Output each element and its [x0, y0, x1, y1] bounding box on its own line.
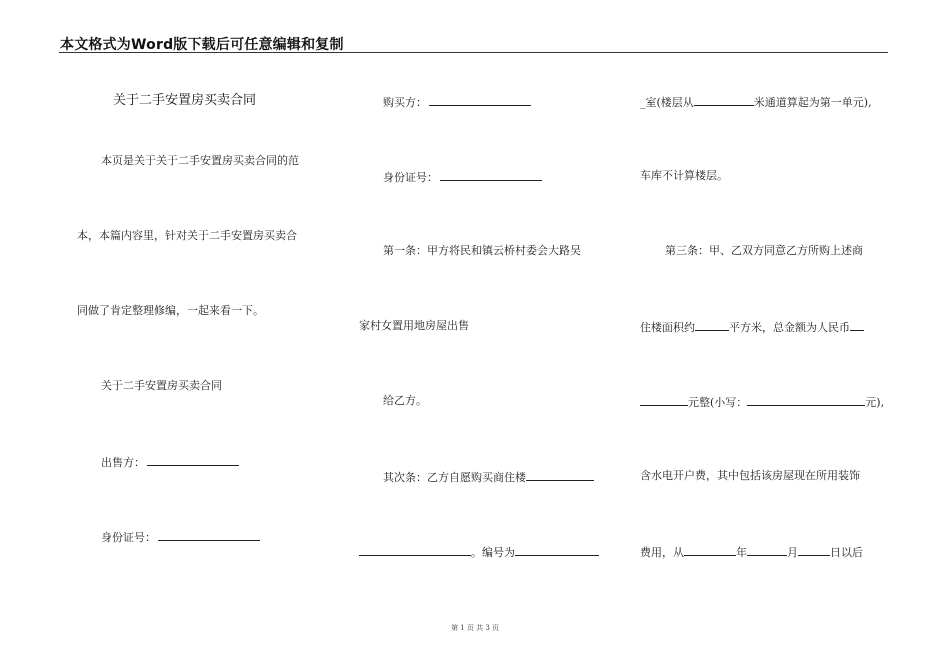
year-label: 年 — [736, 546, 747, 559]
day-blank — [798, 544, 830, 556]
header-divider — [59, 52, 888, 53]
price-line — [640, 394, 884, 410]
price-digits-blank — [747, 394, 865, 406]
price-text-post: 元), — [865, 396, 885, 409]
area-blank — [695, 319, 729, 331]
contract-title: 关于二手安置房买卖合同 — [113, 93, 257, 108]
date-text-post: 日以后 — [830, 546, 863, 559]
intro-line-3: 同做了肯定整理修编，一起来看一下。 — [77, 304, 264, 317]
article3-line-1: 第三条：甲、乙双方同意乙方所购上述商 — [665, 244, 863, 257]
buyer-id-field — [383, 169, 542, 185]
seller-id-blank — [158, 529, 260, 541]
number-blank — [515, 544, 599, 556]
seller-label: 出售方： — [101, 456, 145, 469]
price-blank-1 — [850, 319, 864, 331]
buyer-field — [383, 94, 531, 110]
article1-line-2: 家村女置用地房屋出售 — [359, 319, 469, 332]
floor-text-pre: _室(楼层从 — [640, 96, 694, 109]
area-text-pre: 住楼面积约 — [640, 321, 695, 334]
article1-line-3: 给乙方。 — [383, 394, 427, 407]
document-header: 本文格式为Word版下载后可任意编辑和复制 — [60, 37, 344, 53]
fees-line: 含水电开户费，其中包括该房屋现在所用装饰 — [640, 469, 860, 482]
contract-subtitle: 关于二手安置房买卖合同 — [101, 379, 222, 392]
article2-line-1 — [383, 469, 594, 485]
building-blank — [526, 469, 594, 481]
article2-text: 其次条：乙方自愿购买商住楼 — [383, 471, 526, 484]
number-label: 。编号为 — [471, 546, 515, 559]
month-blank — [747, 544, 787, 556]
floor-blank — [694, 94, 754, 106]
floor-line — [640, 94, 872, 110]
price-blank-2 — [640, 394, 688, 406]
article1-line-1: 第一条：甲方将民和镇云桥村委会大路吴 — [383, 244, 581, 257]
seller-id-field — [101, 529, 260, 545]
buyer-blank — [429, 94, 531, 106]
seller-field — [101, 454, 239, 470]
article2-line-2 — [359, 544, 599, 560]
month-label: 月 — [787, 546, 798, 559]
price-text-mid: 元整(小写： — [688, 396, 748, 409]
seller-blank — [147, 454, 239, 466]
date-line — [640, 544, 863, 560]
intro-line-2: 本，本篇内容里，针对关于二手安置房买卖合 — [77, 229, 297, 242]
buyer-id-label: 身份证号： — [383, 171, 438, 184]
seller-id-label: 身份证号： — [101, 531, 156, 544]
garage-line: 车库不计算楼层。 — [640, 169, 728, 182]
date-text-pre: 费用，从 — [640, 546, 684, 559]
floor-text-post: 米通道算起为第一单元), — [753, 96, 872, 109]
buyer-label: 购买方： — [383, 96, 427, 109]
area-text-mid: 平方米，总金额为人民币 — [729, 321, 850, 334]
buyer-id-blank — [440, 169, 542, 181]
intro-line-1: 本页是关于关于二手安置房买卖合同的范 — [101, 154, 299, 167]
area-line — [640, 319, 864, 335]
address-blank — [359, 544, 471, 556]
page-footer: 第 1 页 共 3 页 — [450, 624, 500, 632]
year-blank — [684, 544, 736, 556]
